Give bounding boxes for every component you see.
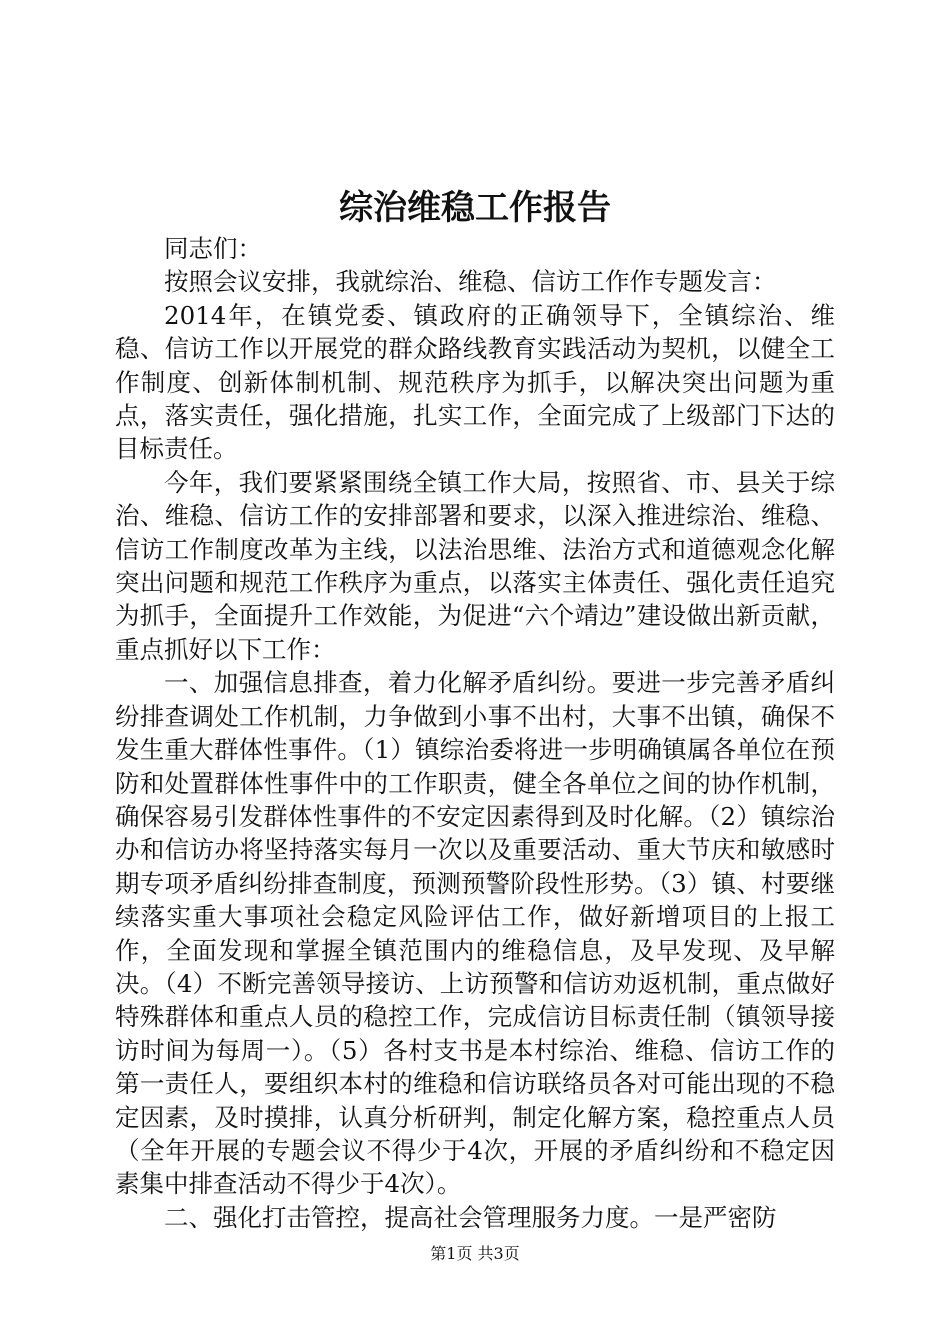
page-title: 综治维稳工作报告	[339, 188, 611, 228]
page-number: 第1页 共3页	[430, 1244, 520, 1263]
paragraph-review: 2014年，在镇党委、镇政府的正确领导下，全镇综治、维稳、信访工作以开展党的群众路线教育实践活动为契机，以健全工作制度、创新体制机制、规范秩序为抓手，以解决突出问题为重点，落实责任，强化措施，扎实工作，全面完成了上级部门下达的目标责任。	[115, 300, 835, 464]
paragraph-intro: 按照会议安排，我就综治、维稳、信访工作作专题发言：	[164, 267, 777, 297]
document-body	[115, 232, 835, 1234]
paragraph-plan: 今年，我们要紧紧围绕全镇工作大局，按照省、市、县关于综治、维稳、信访工作的安排部署和要求，以深入推进综治、维稳、信访工作制度改革为主线，以法治思维、法治方式和道德观念化解突出问题和规范工作秩序为重点，以落实主体责任、强化责任追究为抓手，全面提升工作效能，为促进“六个靖边”建设做出新贡献，重点抓好以下工作：	[115, 467, 835, 664]
salutation: 同志们：	[164, 234, 262, 263]
paragraph-section-two: 二、强化打击管控，提高社会管理服务力度。一是严密防	[164, 1202, 777, 1232]
paragraph-section-one: 一、加强信息排查，着力化解矛盾纠纷。要进一步完善矛盾纠纷排查调处工作机制，力争做到小事不出村，大事不出镇，确保不发生重大群体性事件。（1）镇综治委将进一步明确镇属各单位在预防和处置群体性事件中的工作职责，健全各单位之间的协作机制，确保容易引发群体性事件的不安定因素得到及时化解。（2）镇综治办和信访办将坚持落实每月一次以及重要活动、重大节庆和敏感时期专项矛盾纠纷排查制度，预测预警阶段性形势。（3）镇、村要继续落实重大事项社会稳定风险评估工作，做好新增项目的上报工作，全面发现和掌握全镇范围内的维稳信息，及早发现、及早解决。（4）不断完善领导接访、上访预警和信访劝返机制，重点做好特殊群体和重点人员的稳控工作，完成信访目标责任制（镇领导接访时间为每周一）。（5）各村支书是本村综治、维稳、信访工作的第一责任人，要组织本村的维稳和信访联络员各对可能出现的不稳定因素，及时摸排，认真分析研判，制定化解方案，稳控重点人员（全年开展的专题会议不得少于4次，开展的矛盾纠纷和不稳定因素集中排查活动不得少于4次）。	[115, 668, 835, 1199]
